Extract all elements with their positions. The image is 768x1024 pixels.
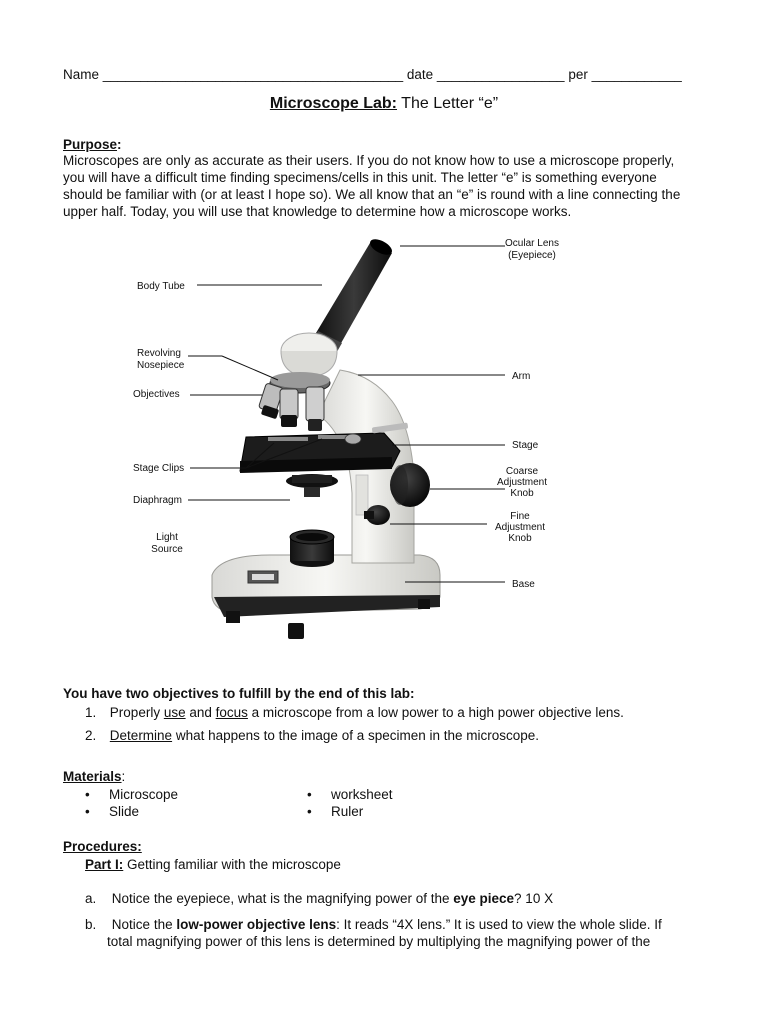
part-1-heading: Part I: Getting familiar with the microscope bbox=[85, 857, 341, 872]
light-source-part bbox=[290, 530, 334, 567]
label-diaphragm: Diaphragm bbox=[133, 495, 182, 506]
objective-item-1: 1. Properly use and focus a microscope from a low power to a high power objective lens. bbox=[85, 705, 624, 720]
name-blank[interactable]: ________________________________________ bbox=[102, 67, 404, 82]
page-title bbox=[0, 95, 768, 112]
per-blank[interactable]: ____________ bbox=[591, 67, 682, 82]
label-coarse-1: Coarse bbox=[505, 466, 539, 477]
materials-heading: Materials: bbox=[63, 769, 126, 784]
label-revolving: Revolving bbox=[137, 348, 181, 359]
label-light-2: Source bbox=[151, 544, 183, 555]
stage-part bbox=[240, 423, 408, 473]
label-base: Base bbox=[512, 579, 535, 590]
label-coarse-2: Adjustment bbox=[496, 477, 548, 488]
purpose-line: should be familiar with (or at least I hope so). We all know that an “e” is round with a line connecting the bbox=[63, 187, 681, 202]
materials-col-1 bbox=[85, 786, 285, 820]
label-body-tube: Body Tube bbox=[137, 281, 185, 292]
microscope-diagram bbox=[0, 225, 768, 655]
purpose-line: you will have a difficult time finding specimens/cells in this unit. The letter “e” is something everyone bbox=[63, 170, 657, 185]
material-item: • worksheet bbox=[307, 787, 393, 802]
purpose-line: Microscopes are only as accurate as their users. If you do not know how to use a microscope properly, bbox=[63, 153, 675, 168]
date-blank[interactable]: _________________ bbox=[436, 67, 565, 82]
material-item: • Ruler bbox=[307, 804, 364, 819]
label-fine-1: Fine bbox=[510, 511, 530, 522]
title-bold: Microscope Lab: bbox=[269, 95, 398, 112]
coarse-knob-part bbox=[390, 463, 430, 507]
material-item: • Microscope bbox=[85, 787, 179, 802]
objectives-part bbox=[258, 383, 324, 431]
materials-col-2 bbox=[307, 786, 507, 820]
label-stage: Stage bbox=[512, 440, 539, 451]
label-stage-clips: Stage Clips bbox=[133, 463, 185, 474]
label-light-1: Light bbox=[156, 532, 178, 543]
label-fine-3: Knob bbox=[508, 533, 532, 544]
label-nosepiece: Nosepiece bbox=[137, 360, 185, 371]
date-label: date bbox=[406, 67, 434, 82]
label-fine-2: Adjustment bbox=[494, 522, 546, 533]
material-item: • Slide bbox=[85, 804, 140, 819]
title-rest: The Letter “e” bbox=[397, 95, 499, 112]
name-line bbox=[63, 66, 682, 83]
base-part bbox=[212, 555, 440, 639]
per-label: per bbox=[568, 67, 588, 82]
label-coarse-3: Knob bbox=[510, 488, 534, 499]
purpose-line: upper half. Today, you will use that knowledge to determine how a microscope works. bbox=[63, 204, 572, 219]
name-label: Name bbox=[63, 67, 100, 82]
purpose-heading: Purpose: bbox=[63, 137, 122, 152]
procedure-step-b: b. Notice the low-power objective lens: It reads “4X lens.” It is used to view the whole slide. If bbox=[85, 917, 662, 932]
label-eyepiece: (Eyepiece) bbox=[508, 250, 556, 261]
label-arm: Arm bbox=[512, 371, 531, 382]
purpose-paragraph bbox=[63, 152, 680, 220]
procedure-step-b-line-2: total magnifying power of this lens is determined by multiplying the magnifying power of the bbox=[107, 934, 651, 949]
objectives-heading: You have two objectives to fulfill by the end of this lab: bbox=[63, 686, 415, 701]
objective-item-2: 2. Determine what happens to the image of a specimen in the microscope. bbox=[85, 728, 540, 743]
procedures-heading: Procedures: bbox=[63, 839, 142, 854]
diaphragm-part bbox=[286, 474, 338, 497]
label-objectives: Objectives bbox=[133, 389, 180, 400]
procedure-step-a: a. Notice the eyepiece, what is the magnifying power of the eye piece? 10 X bbox=[85, 891, 554, 906]
label-ocular-lens: Ocular Lens bbox=[505, 238, 559, 249]
head-part bbox=[281, 333, 337, 377]
